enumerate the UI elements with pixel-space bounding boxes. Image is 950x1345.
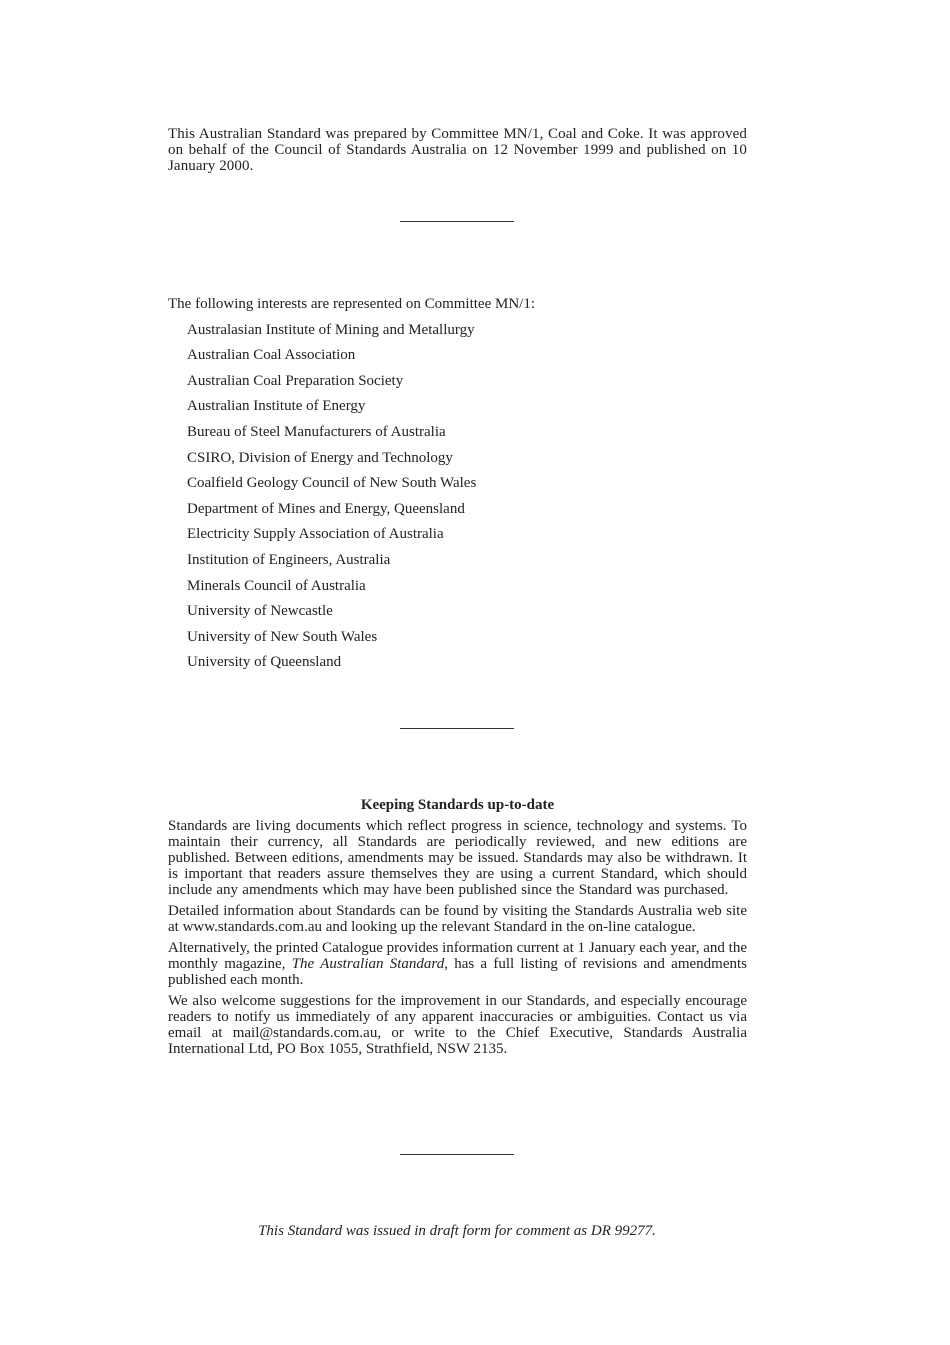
paragraph: We also welcome suggestions for the improvement in our Standards, and especially encourage readers to notify us immediately of any apparent inaccuracies or ambiguities. Contact us via email at mail@standards.com.au, or write to the Chief Executive, Standards Australia International Ltd, PO Box 1055, Strathfield, NSW 2135. (168, 993, 747, 1057)
interests-heading: The following interests are represented on Committee MN/1: (168, 296, 535, 312)
section-divider (400, 221, 514, 222)
list-item: Australasian Institute of Mining and Metallurgy (187, 321, 475, 338)
list-item: Australian Coal Preparation Society (187, 372, 404, 389)
list-item: Department of Mines and Energy, Queensland (187, 500, 465, 517)
preparation-statement: This Australian Standard was prepared by Committee MN/1, Coal and Coke. It was approved on behalf of the Council of Standards Australia on 12 November 1999 and published on 10 January 2000. (168, 126, 747, 174)
committee-interests (168, 295, 747, 671)
paragraph-text: Alternatively, the printed Catalogue provides information current at 1 January each year, and the monthly magazine, (168, 940, 747, 972)
paragraph: Detailed information about Standards can be found by visiting the Standards Australia web site at www.standards.com.au and looking up the relevant Standard in the on-line catalogue. (168, 903, 747, 935)
section-divider (400, 728, 514, 729)
list-item: University of Newcastle (187, 603, 333, 620)
paragraph-text: , has a full listing of revisions and amendments published each month. (168, 956, 747, 988)
list-item: Electricity Supply Association of Australia (187, 526, 444, 543)
section-divider (400, 1154, 514, 1155)
keeping-standards-section (168, 797, 747, 1062)
draft-note: This Standard was issued in draft form for comment as DR 99277. (258, 1223, 656, 1239)
publication-title: The Australian Standard (291, 956, 445, 972)
list-item: CSIRO, Division of Energy and Technology (187, 449, 453, 466)
list-item: Australian Institute of Energy (187, 398, 366, 415)
section-title: Keeping Standards up-to-date (360, 797, 555, 813)
list-item: University of Queensland (187, 654, 342, 671)
list-item: Bureau of Steel Manufacturers of Australia (187, 423, 446, 440)
list-item: Australian Coal Association (187, 347, 356, 364)
list-item: Institution of Engineers, Australia (187, 551, 391, 568)
list-item: Minerals Council of Australia (187, 577, 366, 594)
list-item: University of New South Wales (187, 628, 378, 645)
list-item: Coalfield Geology Council of New South Wales (187, 475, 477, 492)
paragraph (168, 940, 747, 988)
interests-list (168, 321, 747, 672)
paragraph: Standards are living documents which reflect progress in science, technology and systems. To maintain their currency, all Standards are periodically reviewed, and new editions are published. Between editions, amendments may be issued. Standards may also be withdrawn. It is important that readers assure themselves they are using a current Standard, which should include any amendments which may have been published since the Standard was purchased. (168, 818, 747, 898)
